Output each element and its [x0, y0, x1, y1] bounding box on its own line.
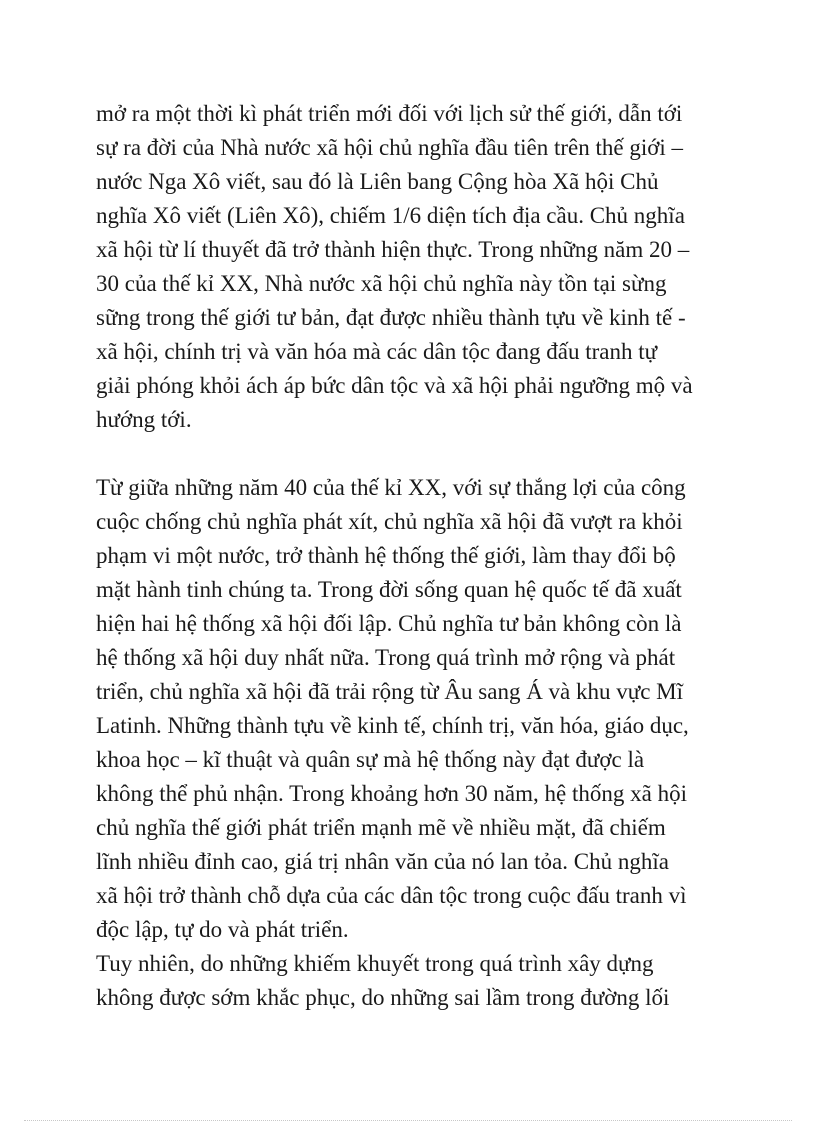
- text-line: sự ra đời của Nhà nước xã hội chủ nghĩa đầu tiên trên thế giới –: [96, 135, 684, 160]
- text-line: cuộc chống chủ nghĩa phát xít, chủ nghĩa xã hội đã vượt ra khỏi: [96, 509, 683, 534]
- text-line: chủ nghĩa thế giới phát triển mạnh mẽ về nhiều mặt, đã chiếm: [96, 815, 666, 840]
- text-line: độc lập, tự do và phát triển.: [96, 917, 349, 942]
- text-line: hệ thống xã hội duy nhất nữa. Trong quá trình mở rộng và phát: [96, 645, 676, 670]
- text-line: 30 của thế kỉ XX, Nhà nước xã hội chủ nghĩa này tồn tại sừng: [96, 271, 667, 296]
- page-bottom-divider: [24, 1120, 792, 1121]
- text-line: phạm vi một nước, trở thành hệ thống thế giới, làm thay đổi bộ: [96, 543, 676, 568]
- text-line: khoa học – kĩ thuật và quân sự mà hệ thống này đạt được là: [96, 747, 645, 772]
- text-line: hướng tới.: [96, 407, 192, 432]
- text-line: không được sớm khắc phục, do những sai lầm trong đường lối: [96, 985, 670, 1010]
- text-line: lĩnh nhiều đỉnh cao, giá trị nhân văn của nó lan tỏa. Chủ nghĩa: [96, 849, 669, 874]
- text-line: xã hội, chính trị và văn hóa mà các dân tộc đang đấu tranh tự: [96, 339, 658, 364]
- text-line: triển, chủ nghĩa xã hội đã trải rộng từ Âu sang Á và khu vực Mĩ: [96, 679, 684, 704]
- text-line: nghĩa Xô viết (Liên Xô), chiếm 1/6 diện tích địa cầu. Chủ nghĩa: [96, 203, 685, 228]
- text-line: hiện hai hệ thống xã hội đối lập. Chủ nghĩa tư bản không còn là: [96, 611, 682, 636]
- paragraph-1: [96, 97, 736, 437]
- text-line: mặt hành tinh chúng ta. Trong đời sống quan hệ quốc tế đã xuất: [96, 577, 682, 602]
- text-line: giải phóng khỏi ách áp bức dân tộc và xã hội phải ngưỡng mộ và: [96, 373, 693, 398]
- paragraph-2: [96, 471, 736, 947]
- text-line: sững trong thế giới tư bản, đạt được nhiều thành tựu về kinh tế -: [96, 305, 686, 330]
- text-line: xã hội trở thành chỗ dựa của các dân tộc trong cuộc đấu tranh vì: [96, 883, 687, 908]
- text-line: Latinh. Những thành tựu về kinh tế, chính trị, văn hóa, giáo dục,: [96, 713, 689, 738]
- text-line: Tuy nhiên, do những khiếm khuyết trong quá trình xây dựng: [96, 951, 654, 976]
- text-line: không thể phủ nhận. Trong khoảng hơn 30 năm, hệ thống xã hội: [96, 781, 687, 806]
- text-line: nước Nga Xô viết, sau đó là Liên bang Cộng hòa Xã hội Chủ: [96, 169, 659, 194]
- text-line: Từ giữa những năm 40 của thế kỉ XX, với sự thắng lợi của công: [96, 475, 686, 500]
- paragraph-3: [96, 947, 736, 1015]
- text-line: xã hội từ lí thuyết đã trở thành hiện thực. Trong những năm 20 –: [96, 237, 690, 262]
- text-line: mở ra một thời kì phát triển mới đối với lịch sử thế giới, dẫn tới: [96, 101, 683, 126]
